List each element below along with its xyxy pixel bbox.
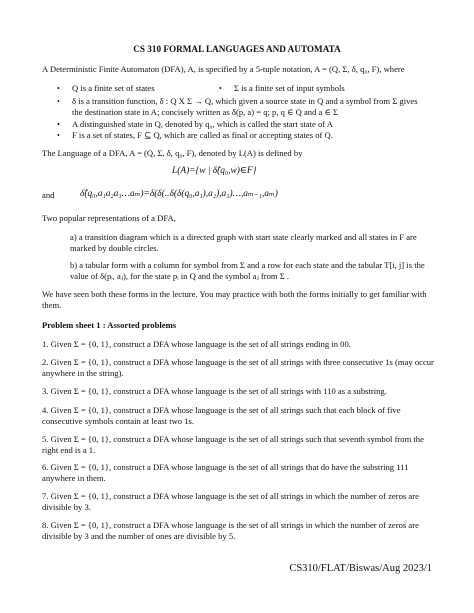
- problem-item: 4. Given Σ = {0, 1}, construct a DFA whose language is the set of all strings such that each block of five consecutive symbols contain at least two 1s.: [42, 405, 401, 427]
- problem-sheet-header: Problem sheet 1 : Assorted problems: [42, 320, 177, 330]
- bullet-transition-function-cont: the destination state in A; concisely written as δ(p, a) = q; p, q ∈ Q and a ∈ Σ: [72, 107, 338, 117]
- representations-intro: Two popular representations of a DFA,: [42, 213, 176, 223]
- practice-note: We have seen both these forms in the lecture. You may practice with both the forms initially to get familiar with them.: [42, 289, 427, 311]
- page-title: CS 310 FORMAL LANGUAGES AND AUTOMATA: [133, 44, 341, 54]
- problem-item: 5. Given Σ = {0, 1}, construct a DFA whose language is the set of all strings such that seventh symbol from the right end is a 1.: [42, 434, 424, 456]
- problem-item: 3. Given Σ = {0, 1}, construct a DFA whose language is the set of all strings with 110 as a substring.: [42, 386, 387, 396]
- bullet-icon: •: [57, 131, 60, 140]
- page-footer: CS310/FLAT/Biswas/Aug 2023/1: [289, 563, 432, 574]
- problem-item: 7. Given Σ = {0, 1}, construct a DFA whose language is the set of all strings in which the number of zeros are divisible by 3.: [42, 491, 419, 513]
- bullet-states: Q is a finite set of states: [72, 83, 155, 93]
- bullet-icon: •: [57, 120, 60, 129]
- and-label: and: [42, 190, 55, 200]
- bullet-icon: •: [57, 97, 60, 106]
- language-definition: The Language of a DFA, A = (Q, Σ, δ, q₀, F), denoted by L(A) is defined by: [42, 148, 303, 158]
- bullet-icon: •: [219, 84, 222, 93]
- problem-item: 8. Given Σ = {0, 1}, construct a DFA whose language is the set of all strings in which the number of zeros are divisible by 3 and the number of ones are divisible by 5.: [42, 520, 419, 542]
- bullet-final-states: F is a set of states, F ⊆ Q, which are called as final or accepting states of Q.: [72, 130, 333, 140]
- representation-tabular-form: b) a tabular form with a column for symbol from Σ and a row for each state and the tabular T[i, j] is the value of δ(pᵢ, aⱼ), for the state pᵢ in Q and the symbol aⱼ from Σ .: [70, 260, 425, 282]
- language-formula: L(A)={w | δ̂(q₀,w)∈F}: [172, 166, 257, 176]
- problem-item: 6. Given Σ = {0, 1}, construct a DFA whose language is the set of all strings that do have the substring 111 anywhere in them.: [42, 462, 409, 484]
- problem-item: 2. Given Σ = {0, 1}, construct a DFA whose language is the set of all strings with three consecutive 1s (may occur anywhere in the string).: [42, 357, 434, 379]
- bullet-start-state: A distinguished state in Q, denoted by q₀, which is called the start state of A: [72, 119, 334, 129]
- dfa-definition-intro: A Deterministic Finite Automaton (DFA), A, is specified by a 5-tuple notation, A = (Q, Σ, δ, q₀, F), where: [42, 64, 405, 74]
- representation-transition-diagram: a) a transition diagram which is a directed graph with start state clearly marked and all states in F are marked by double circles.: [70, 232, 417, 254]
- problem-item: 1. Given Σ = {0, 1}, construct a DFA whose language is the set of all strings ending in 00.: [42, 339, 351, 349]
- bullet-icon: •: [57, 84, 60, 93]
- bullet-transition-function: δ is a transition function, δ : Q X Σ → Q, which given a source state in Q and a symbol from Σ gives: [72, 96, 418, 106]
- extended-transition-formula: δ̂(q₀,a₁a₂a₃…aₘ)=δ(δ(..δ(δ(q₀,a₁),a₂),a₃)…,aₘ₋₁,aₘ): [80, 189, 278, 199]
- bullet-input-symbols: Σ is a finite set of input symbols: [234, 83, 345, 93]
